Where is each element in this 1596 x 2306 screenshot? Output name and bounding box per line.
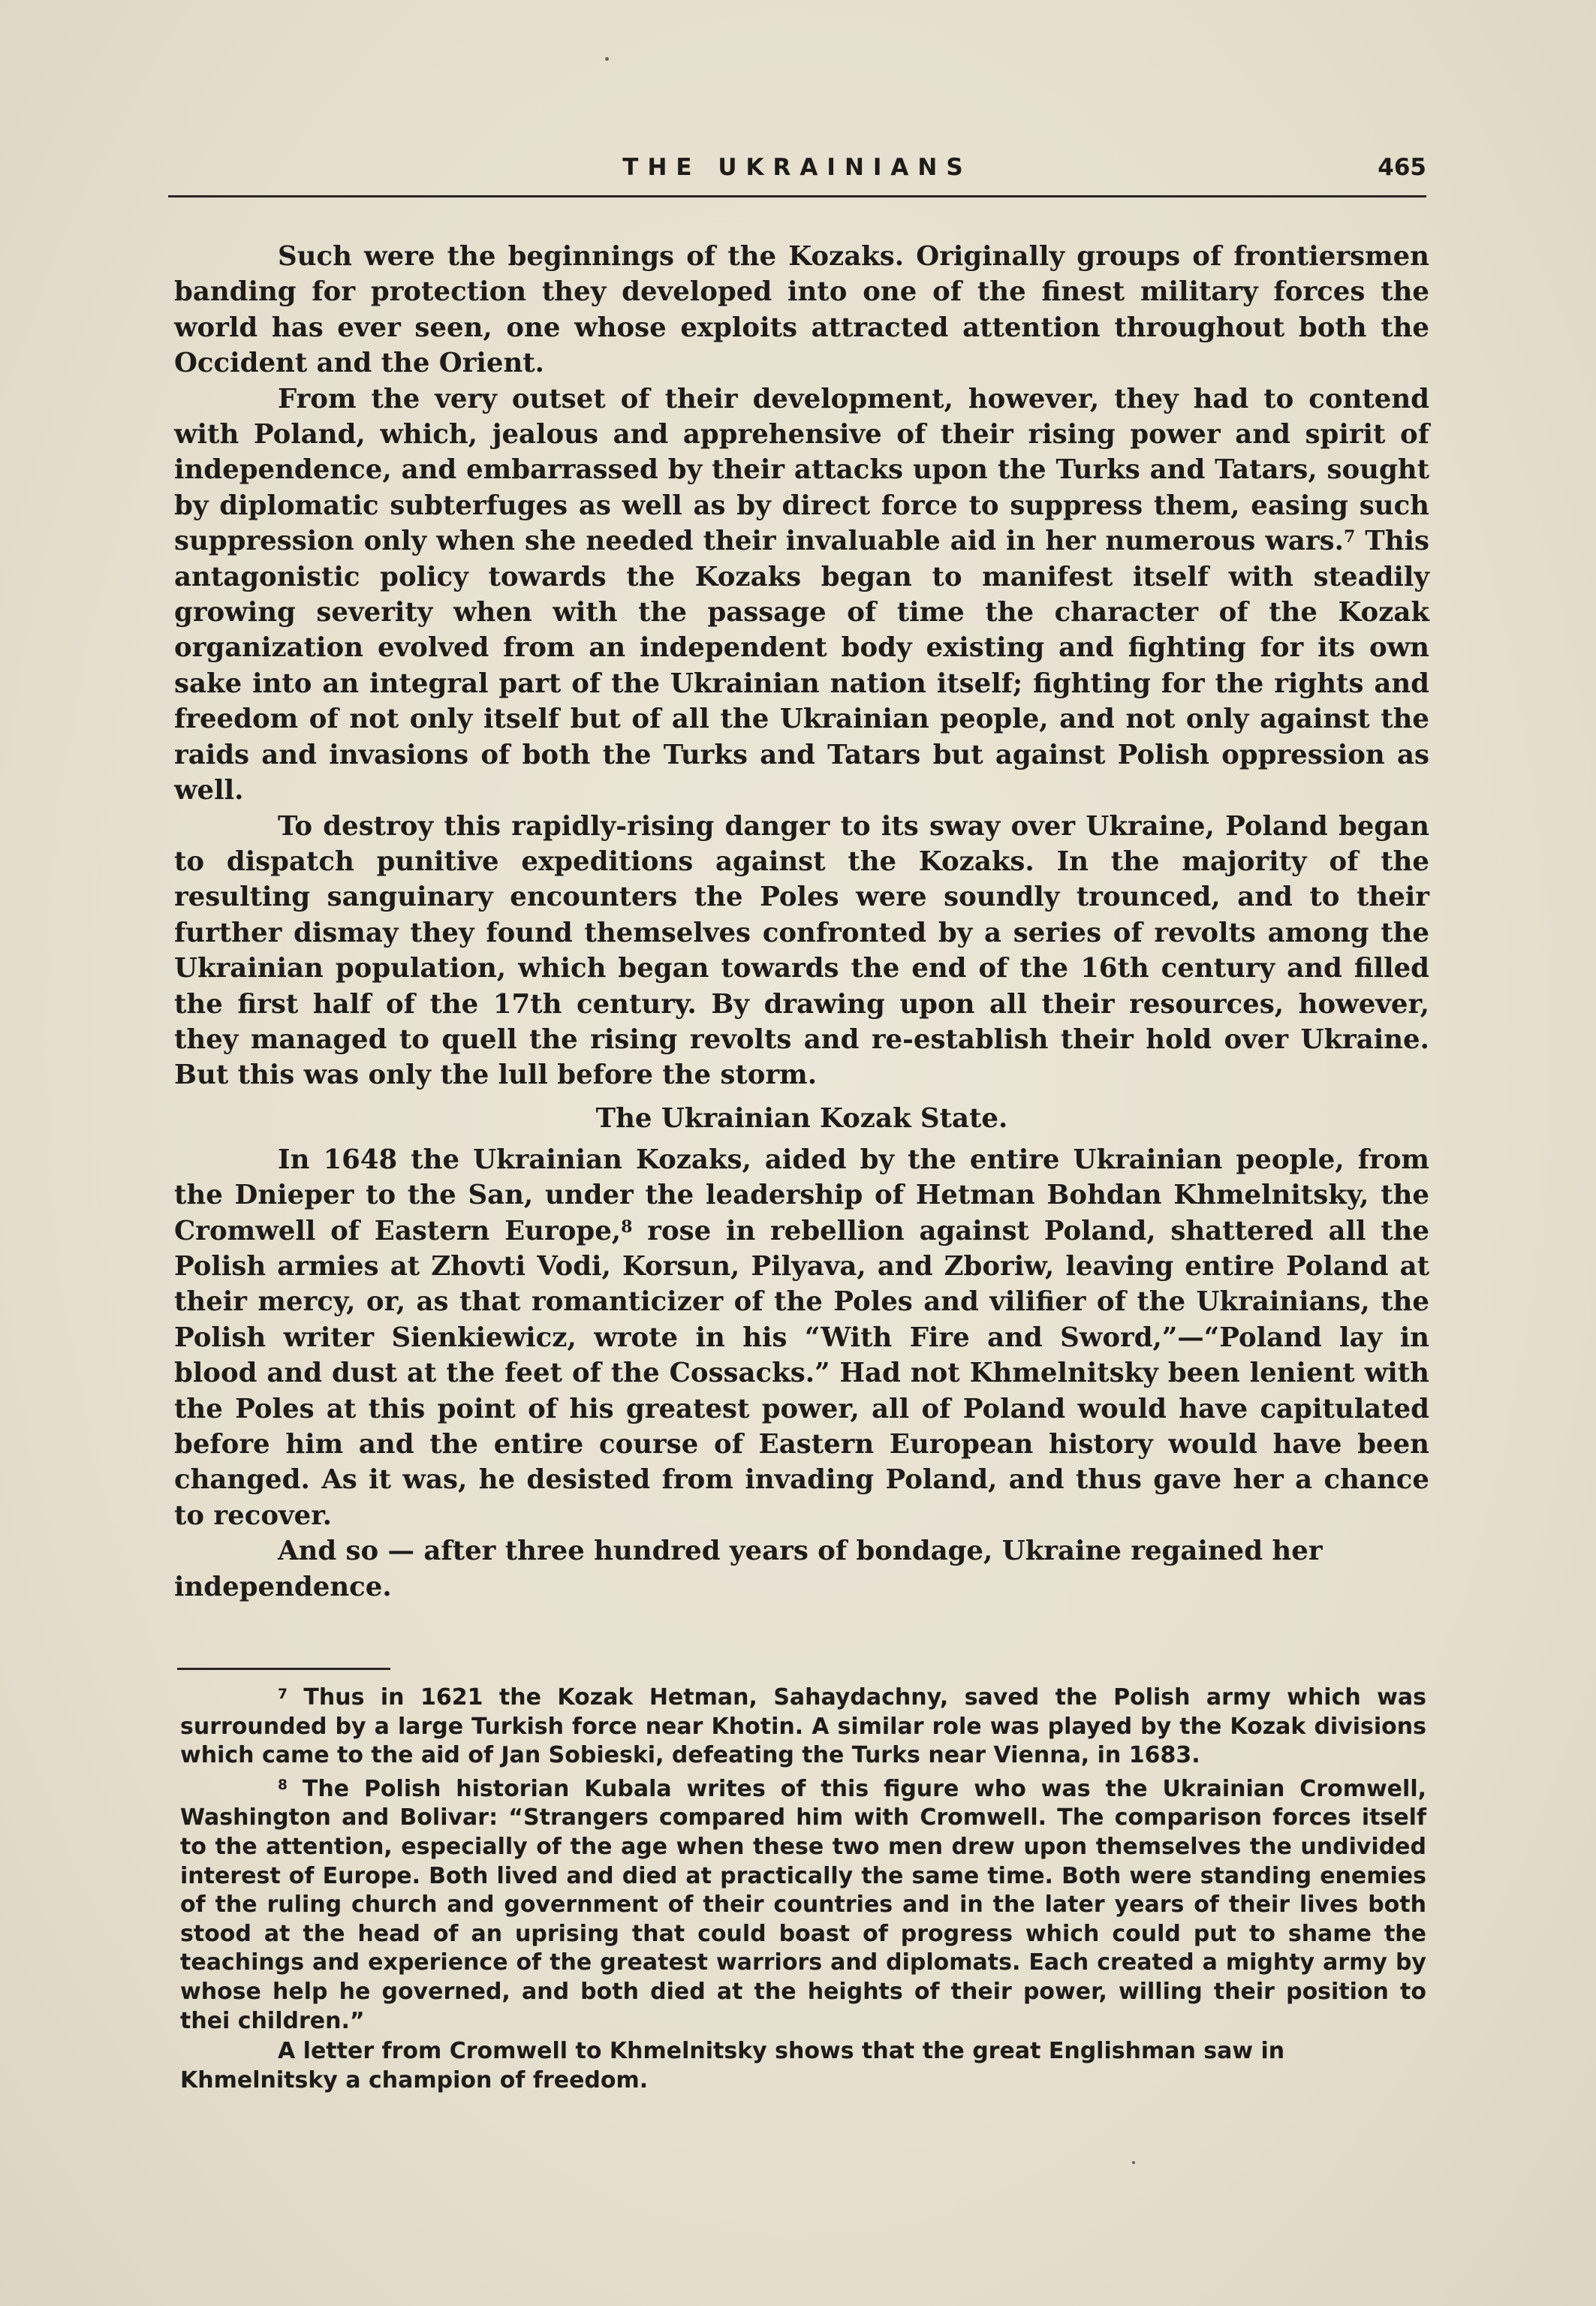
footnote-reference: 8 — [621, 1216, 633, 1237]
footnote-text: The Polish historian Kubala writes of this figure who was the Ukrainian Cromwell, Washington and Bolivar: “Strangers compared him with Cromwell. The comparison forces itself to the attention, especially of the age when these two men drew upon themselves the undivided interest of Europe. Both lived and died at practically the same time. Both were standing enemies of the ruling church and government of their countries and in the later years of their lives both stood at the head of an uprising that could boast of progress which could put to shame the teachings and experience of the greatest warriors and diplomats. Each created a mighty army by whose help he governed, and both died at the heights of their power, willing their position to thei children.” — [180, 1775, 1426, 2034]
footnote-mark: 8 — [278, 1777, 288, 1794]
paper-speck — [1132, 2161, 1135, 2164]
page-number: 465 — [1378, 154, 1426, 181]
footnote-rule — [177, 1668, 390, 1670]
page-header — [168, 154, 1426, 191]
footnote-8-continuation: A letter from Cromwell to Khmelnitsky shows that the great Englishman saw in Khmelnitsky a champion of freedom. — [180, 2038, 1285, 2093]
paragraph-text: This antagonistic policy towards the Kozaks began to manifest itself with steadily growing severity when with the passage of time the character of the Kozak organization evolved from an independent body existing and fighting for its own sake into an integral part of the Ukrainian nation itself; fighting for the rights and freedom of not only itself but of all the Ukrainian people, and not only against the raids and invasions of both the Turks and Tatars but against Polish oppression as well. — [174, 526, 1429, 806]
main-text — [174, 239, 1429, 1605]
footnote-7 — [180, 1684, 1426, 1771]
paragraph: To destroy this rapidly-rising danger to its sway over Ukraine, Poland began to dispatch punitive expeditions against the Kozaks. In the majority of the resulting sanguinary encounters the Poles were soundly trounced, and to their further dismay they found themselves confronted by a series of revolts among the Ukrainian population, which began towards the end of the 16th century and filled the first half of the 17th century. By drawing upon all their resources, however, they managed to quell the rising revolts and re-establish their hold over Ukraine. But this was only the lull before the storm. — [174, 810, 1429, 1091]
paragraph — [174, 381, 1429, 809]
footnotes — [180, 1684, 1426, 2100]
footnote-text: Thus in 1621 the Kozak Hetman, Sahaydachny, saved the Polish army which was surrounded by a large Turkish force near Khotin. A similar role was played by the Kozak divisions which came to the aid of Jan Sobieski, defeating the Turks near Vienna, in 1683. — [180, 1684, 1426, 1769]
footnote-mark: 7 — [278, 1686, 288, 1702]
paragraph-text: rose in rebellion against Poland, shattered all the Polish armies at Zhovti Vodi, Korsun, Pilyava, and Zboriw, leaving entire Poland at their mercy, or, as that romanticizer of the Poles and vilifier of the Ukrainians, the Polish writer Sienkiewicz, wrote in his “With Fire and Sword,”—“Poland lay in blood and dust at the feet of the Cossacks.” Had not Khmelnitsky been lenient with the Poles at this point of his greatest power, all of Poland would have capitulated before him and the entire course of Eastern European history would have been changed. As it was, he desisted from invading Poland, and thus gave her a chance to recover. — [174, 1215, 1430, 1531]
paper-speck — [605, 57, 609, 61]
section-heading: The Ukrainian Kozak State. — [595, 1102, 1008, 1134]
paragraph — [174, 1142, 1429, 1533]
footnote-8 — [180, 1775, 1426, 2036]
running-title: THE UKRAINIANS — [622, 154, 972, 181]
footnote-reference: 7 — [1343, 527, 1356, 547]
paragraph-text: From the very outset of their development, however, they had to contend with Poland, which, jealous and apprehensive of their rising power and spirit of independence, and embarrassed by their attacks upon the Turks and Tatars, sought by diplomatic subterfuges as well as by direct force to suppress them, easing such suppression only when she needed their invaluable aid in her numerous wars. — [174, 383, 1429, 557]
paragraph: Such were the beginnings of the Kozaks. Originally groups of frontiersmen banding for protection they developed into one of the finest military forces the world has ever seen, one whose exploits attracted attention throughout both the Occident and the Orient. — [174, 241, 1429, 379]
header-rule — [168, 195, 1426, 197]
paragraph: And so — after three hundred years of bondage, Ukraine regained her independence. — [174, 1536, 1323, 1602]
paragraph-text: In 1648 the Ukrainian Kozaks, aided by the entire Ukrainian people, from the Dnieper to the San, under the leadership of Hetman Bohdan Khmelnitsky, the Cromwell of Eastern Europe, — [174, 1144, 1429, 1246]
